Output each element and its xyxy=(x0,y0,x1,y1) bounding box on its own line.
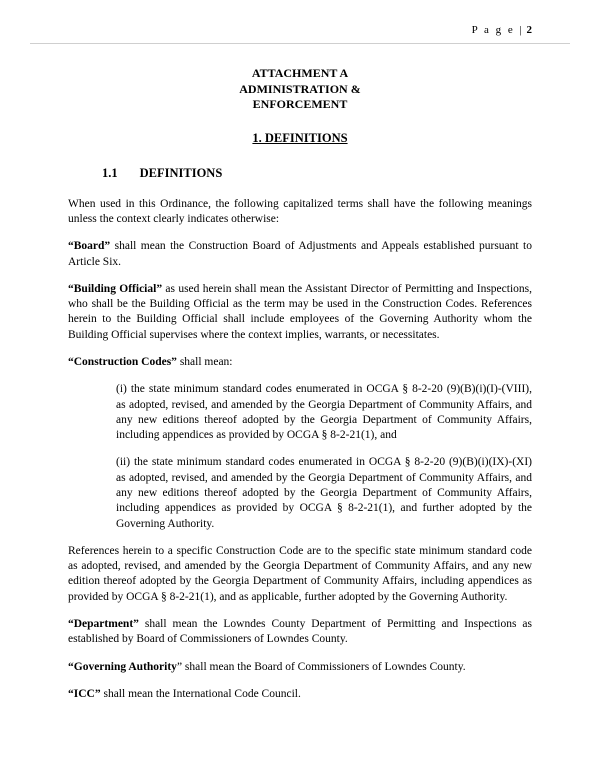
paragraph-item-ii: (ii) the state minimum standard codes enumerated in OCGA § 8-2-20 (9)(B)(i)(IX)-(XI) as adopted, revised, and amended by the Georgia Department of Community Affairs, and any new editions thereof adopted by the Georgia Department of Community Affairs, including appendices as provided by OCGA § 8-2-21(1), and further adopted by the Governing Authority. xyxy=(116,456,532,530)
paragraph-item-i: (i) the state minimum standard codes enumerated in OCGA § 8-2-20 (9)(B)(i)(I)-(VIII), as adopted, revised, and amended by the Georgia Department of Community Affairs, and any new editions thereof adopted by the Georgia Department of Community Affairs, including appendices as provided by OCGA § 8-2-21(1), and xyxy=(116,383,532,442)
subsection-title: DEFINITIONS xyxy=(139,165,223,180)
term-department: “Department” xyxy=(68,617,139,630)
term-governing-authority: “Governing Authority xyxy=(68,660,177,673)
paragraph-icc: “ICC” shall mean the International Code Council. xyxy=(68,687,301,700)
term-construction-codes: “Construction Codes” xyxy=(68,356,177,369)
paragraph-board: “Board” shall mean the Construction Board of Adjustments and Appeals established pursuant to Article Six. xyxy=(68,240,532,268)
page-number: 2 xyxy=(526,24,532,36)
paragraph-construction-codes: “Construction Codes” shall mean: xyxy=(68,356,233,369)
paragraph-building-official: “Building Official” as used herein shall mean the Assistant Director of Permitting and Inspections, who shall be the Building Official as the term may be used in the Construction Codes. References herein to the Building Official shall include employees of the Governing Authority whom the Building Official supervises where the context implies, warrants, or necessitates. xyxy=(68,282,532,341)
header-rule xyxy=(30,43,570,44)
paragraph-governing-authority: “Governing Authority” shall mean the Board of Commissioners of Lowndes County. xyxy=(68,660,466,673)
term-icc: “ICC” xyxy=(68,687,101,700)
term-board: “Board” xyxy=(68,240,111,253)
paragraph-references: References herein to a specific Construction Code are to the specific state minimum standard code as adopted, revised, and amended by the Georgia Department of Community Affairs, and any new edition thereof adopted by the Georgia Department of Community Affairs, including appendices as provided by OCGA § 8-2-21(1), and as applicable, further adopted by the Governing Authority. xyxy=(68,544,532,603)
paragraph-intro: When used in this Ordinance, the following capitalized terms shall have the following meanings unless the context clearly indicates otherwise: xyxy=(68,197,532,226)
page-label: P a g e | xyxy=(471,24,524,36)
title-line-1: ATTACHMENT A xyxy=(251,66,349,80)
title-line-3: ENFORCEMENT xyxy=(252,97,348,112)
subsection-number: 1.1 xyxy=(102,165,118,180)
subsection-heading xyxy=(68,166,532,181)
page-header xyxy=(68,24,532,36)
section-heading: 1. DEFINITIONS xyxy=(252,130,348,145)
title-line-2: ADMINISTRATION & xyxy=(239,81,361,96)
document-title xyxy=(68,66,532,113)
term-building-official: “Building Official” xyxy=(68,282,163,295)
paragraph-department: “Department” shall mean the Lowndes County Department of Permitting and Inspections as established by Board of Commissioners of Lowndes County. xyxy=(68,617,532,646)
